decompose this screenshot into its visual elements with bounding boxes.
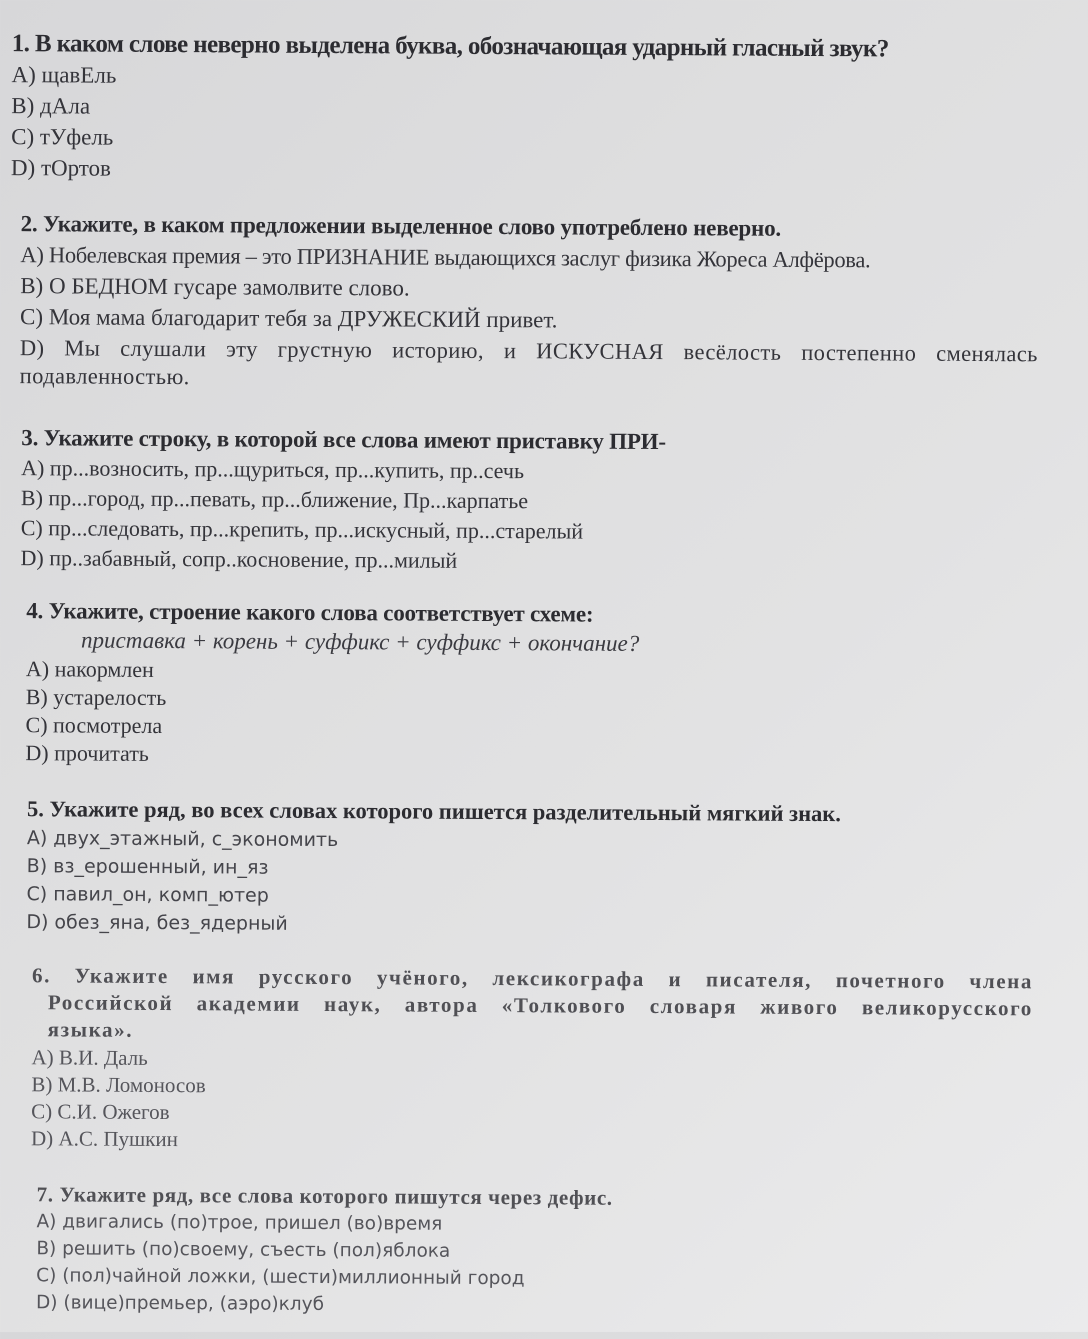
question-4-option-d: D) прочитать [25, 740, 149, 766]
question-2-option-b: B) О БЕДНОМ гусаре замолвите слово. [20, 273, 410, 301]
question-6-title: 6. Укажите имя русского учёного, лексикографа и писателя, почетного члена Российской академии наук, автора «Толкового словаря живого великорусского языка». [31, 963, 1034, 1042]
question-3-option-d: D) пр..забавный, сопр..косновение, пр...милый [20, 545, 458, 573]
question-6-option-b: B) М.В. Ломоносов [31, 1072, 206, 1098]
question-5 [26, 795, 1087, 942]
question-4-option-b: B) устарелость [25, 684, 167, 711]
question-6-option-d: D) А.С. Пушкин [30, 1126, 178, 1152]
question-2-title: 2. Укажите, в каком предложении выделенное слово употреблено неверно. [20, 211, 782, 241]
question-1-option-d: D) тОртов [10, 155, 112, 181]
question-6-option-c: C) С.И. Ожегов [31, 1099, 170, 1125]
question-5-title: 5. Укажите ряд, во всех словах которого пишется разделительный мягкий знак. [26, 796, 842, 827]
question-6-option-a: A) В.И. Даль [31, 1045, 148, 1070]
question-1-option-c: C) тУфель [11, 124, 114, 150]
question-2-option-a: A) Нобелевская премия – это ПРИЗНАНИЕ выдающихся заслуг физика Жореса Алфёрова. [20, 242, 871, 273]
question-5-option-d: D) обез_яна, без_ядерный [26, 911, 288, 935]
question-7-option-b: B) решить (по)своему, съесть (пол)яблока [36, 1238, 451, 1262]
question-7 [36, 1180, 1088, 1322]
question-4-option-a: A) накормлен [25, 656, 154, 682]
question-7-option-d: D) (вице)премьер, (аэро)клуб [35, 1292, 325, 1316]
question-2-option-d: D) Мы слушали эту грустную историю, и ИСКУСНАЯ весёлость постепенно сменялась подавленностью. [19, 335, 1038, 390]
question-5-option-c: C) павил_он, комп_ютер [26, 883, 269, 907]
question-3-title: 3. Укажите строку, в которой все слова имеют приставку ПРИ- [21, 425, 666, 455]
question-1-option-b: B) дАла [11, 93, 91, 119]
question-3-option-c: C) пр...следовать, пр...крепить, пр...искусный, пр...старелый [20, 515, 584, 544]
question-1-title: 1. В каком слове неверно выделена буква, обозначающая ударный гласный звук? [11, 30, 889, 63]
question-3-option-b: B) пр...город, пр...певать, пр...ближение, Пр...карпатье [20, 485, 529, 514]
question-3 [21, 424, 1082, 578]
question-3-option-a: A) пр...возносить, пр...щуриться, пр...купить, пр..сечь [21, 455, 525, 484]
question-1-option-a: A) щавЕль [11, 62, 117, 88]
question-5-option-a: A) двух_этажный, с_экономить [26, 827, 339, 852]
question-4-schema: приставка + корень + суффикс + суффикс + окончание? [81, 627, 640, 656]
question-4 [25, 597, 1086, 773]
question-5-option-b: B) вз_ерошенный, ин_яз [26, 855, 269, 879]
question-2-option-c: C) Моя мама благодарит тебя за ДРУЖЕСКИЙ привет. [19, 304, 558, 333]
question-4-title: 4. Укажите, строение какого слова соответствует схеме: [26, 598, 594, 627]
question-1 [11, 30, 1072, 188]
question-2 [20, 210, 1081, 396]
question-7-title: 7. Укажите ряд, все слова которого пишутся через дефис. [36, 1182, 613, 1210]
question-7-option-c: C) (пол)чайной ложки, (шести)миллионный город [36, 1265, 525, 1290]
question-6 [31, 962, 1088, 1158]
question-4-option-c: C) посмотрела [25, 712, 163, 739]
question-7-option-a: A) двигались (по)трое, пришел (во)время [36, 1211, 443, 1235]
